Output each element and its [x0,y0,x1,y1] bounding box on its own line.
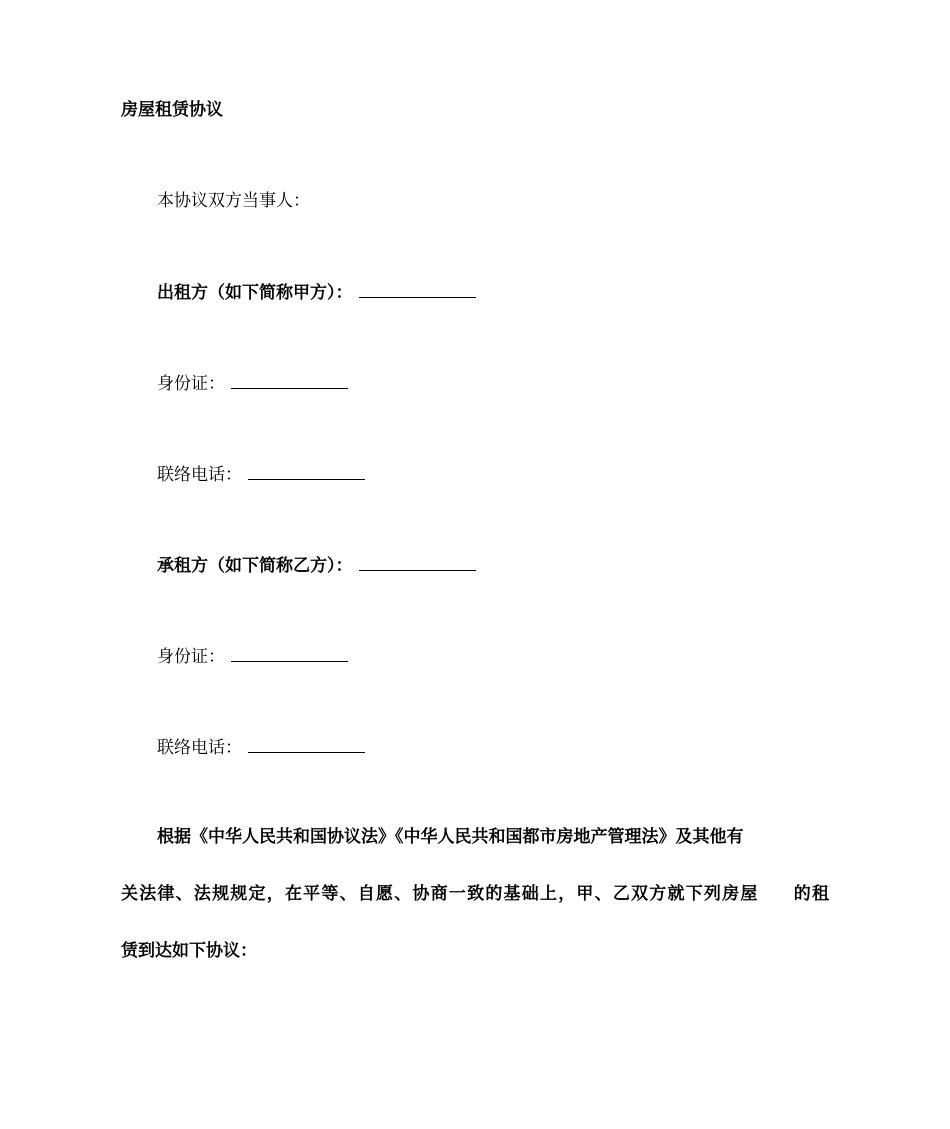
lessee-blank [359,554,476,571]
lessor-label: 出租方（如下简称甲方）： [157,283,353,303]
lessee-phone-row [157,736,365,759]
parties-intro: 本协议双方当事人： [157,191,310,211]
basis-line-3: 赁到达如下协议： [121,941,257,961]
lessor-row [157,281,476,304]
lessor-blank [359,281,476,298]
basis-line-2 [121,883,829,905]
lessee-label: 承租方（如下简称乙方）： [157,556,353,576]
lessor-phone-row [157,463,365,486]
lessor-id-label: 身份证： [157,374,225,394]
basis-line-2-part-2: 的租 [792,884,830,904]
lessee-phone-blank [248,736,365,753]
lessee-phone-label: 联络电话： [157,738,242,758]
lessee-row [157,554,476,577]
lessor-phone-blank [248,463,365,480]
lessor-id-blank [231,372,348,389]
lessee-id-label: 身份证： [157,647,225,667]
document-title: 房屋租赁协议 [121,100,223,120]
basis-line-2-part-1: 关法律、法规规定，在平等、自愿、协商一致的基础上，甲、乙双方就下列房屋 [121,884,759,904]
lessor-phone-label: 联络电话： [157,465,242,485]
lessee-id-row [157,645,348,668]
lessor-id-row [157,372,348,395]
basis-line-1: 根据《中华人民共和国协议法》《中华人民共和国都市房地产管理法》及其他有 [157,827,744,847]
lessee-id-blank [231,645,348,662]
